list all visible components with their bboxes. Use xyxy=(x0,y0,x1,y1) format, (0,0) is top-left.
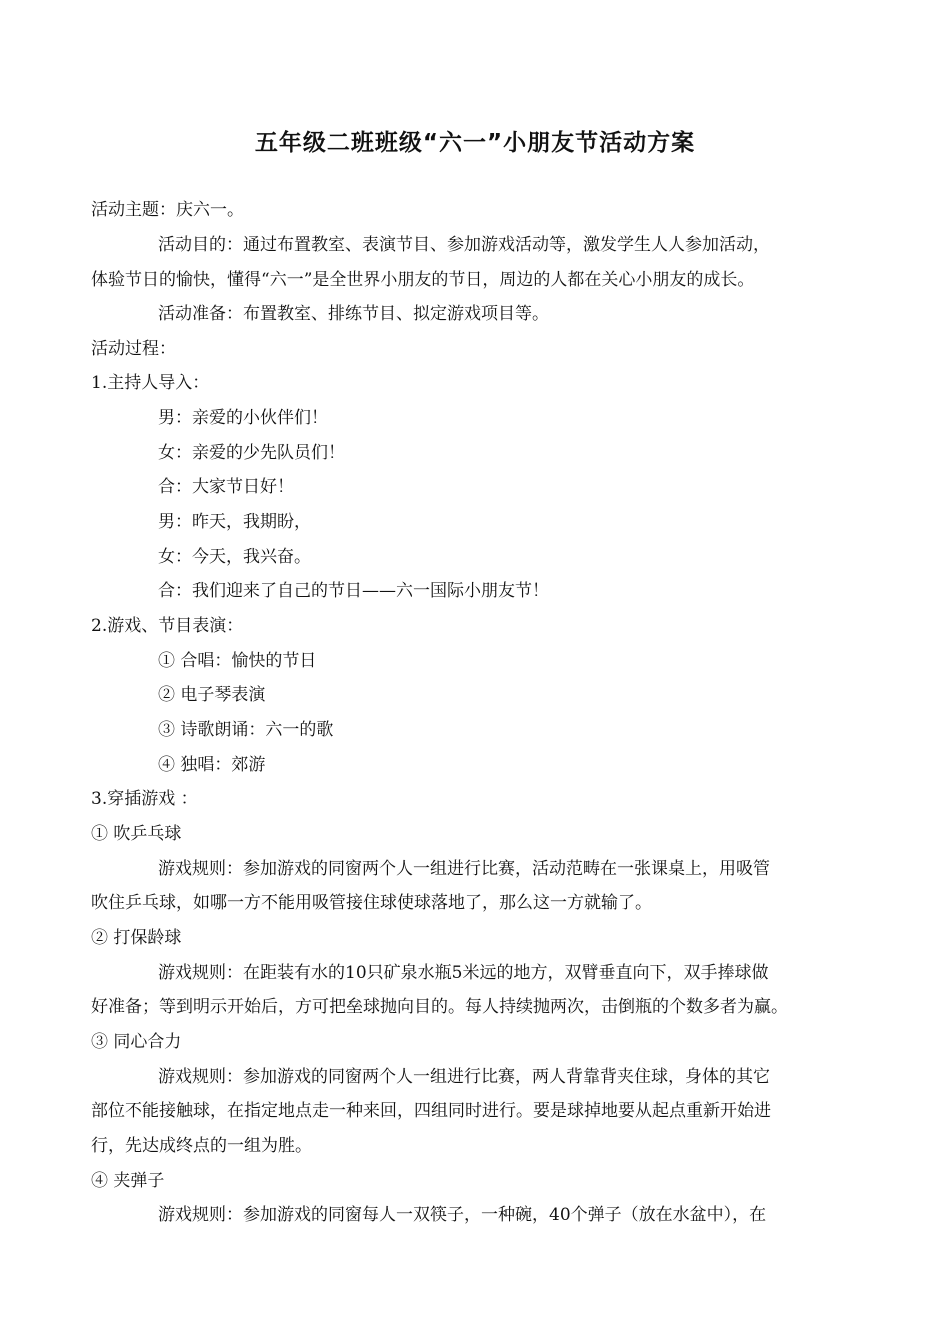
game-4-title: ④ 夹弹子 xyxy=(91,1171,165,1191)
game-1-rule-line: 游戏规则：参加游戏的同窗两个人一组进行比赛，活动范畴在一张课桌上，用吸管 xyxy=(158,859,770,879)
game-1-rule-line: 吹住乒乓球，如哪一方不能用吸管接住球使球落地了，那么这一方就输了。 xyxy=(91,893,652,913)
game-2-rule-line: 游戏规则：在距装有水的10只矿泉水瓶5米远的地方，双臂垂直向下，双手捧球做 xyxy=(158,963,769,983)
section-1-heading: 1.主持人导入： xyxy=(91,373,210,393)
activity-process-heading: 活动过程： xyxy=(91,339,176,359)
document-title: 五年级二班班级“六一”小朋友节活动方案 xyxy=(254,130,696,156)
host-line: 男：亲爱的小伙伴们！ xyxy=(158,408,328,428)
host-line: 合：大家节日好！ xyxy=(158,477,294,497)
program-item: ③ 诗歌朗诵：六一的歌 xyxy=(158,720,334,740)
game-4-rule-line: 游戏规则：参加游戏的同窗每人一双筷子，一种碗，40个弹子（放在水盆中），在 xyxy=(158,1205,767,1225)
host-line: 男：昨天，我期盼， xyxy=(158,512,311,532)
host-line: 合：我们迎来了自己的节日——六一国际小朋友节！ xyxy=(158,581,549,601)
game-2-rule-line: 好准备；等到明示开始后，方可把垒球抛向目的。每人持续抛两次，击倒瓶的个数多者为赢。 xyxy=(91,997,788,1017)
game-3-rule-line: 行，先达成终点的一组为胜。 xyxy=(91,1136,312,1156)
program-item: ① 合唱：愉快的节日 xyxy=(158,651,317,671)
game-2-title: ② 打保龄球 xyxy=(91,928,182,948)
program-item: ② 电子琴表演 xyxy=(158,685,266,705)
activity-preparation: 活动准备：布置教室、排练节目、拟定游戏项目等。 xyxy=(158,304,549,324)
activity-goal-line-1: 活动目的：通过布置教室、表演节目、参加游戏活动等，激发学生人人参加活动， xyxy=(158,235,770,255)
host-line: 女：亲爱的少先队员们！ xyxy=(158,443,345,463)
section-2-heading: 2.游戏、节目表演： xyxy=(91,616,244,636)
activity-goal-line-2: 体验节日的愉快，懂得“六一”是全世界小朋友的节日，周边的人都在关心小朋友的成长。 xyxy=(91,270,755,290)
game-1-title: ① 吹乒乓球 xyxy=(91,824,182,844)
game-3-rule-line: 游戏规则：参加游戏的同窗两个人一组进行比赛，两人背靠背夹住球，身体的其它 xyxy=(158,1067,770,1087)
program-item: ④ 独唱：郊游 xyxy=(158,755,266,775)
host-line: 女：今天，我兴奋。 xyxy=(158,547,311,567)
activity-theme: 活动主题：庆六一。 xyxy=(91,200,244,220)
game-3-rule-line: 部位不能接触球，在指定地点走一种来回，四组同时进行。要是球掉地要从起点重新开始进 xyxy=(91,1101,771,1121)
game-3-title: ③ 同心合力 xyxy=(91,1032,182,1052)
section-3-heading: 3.穿插游戏 ： xyxy=(91,789,198,809)
